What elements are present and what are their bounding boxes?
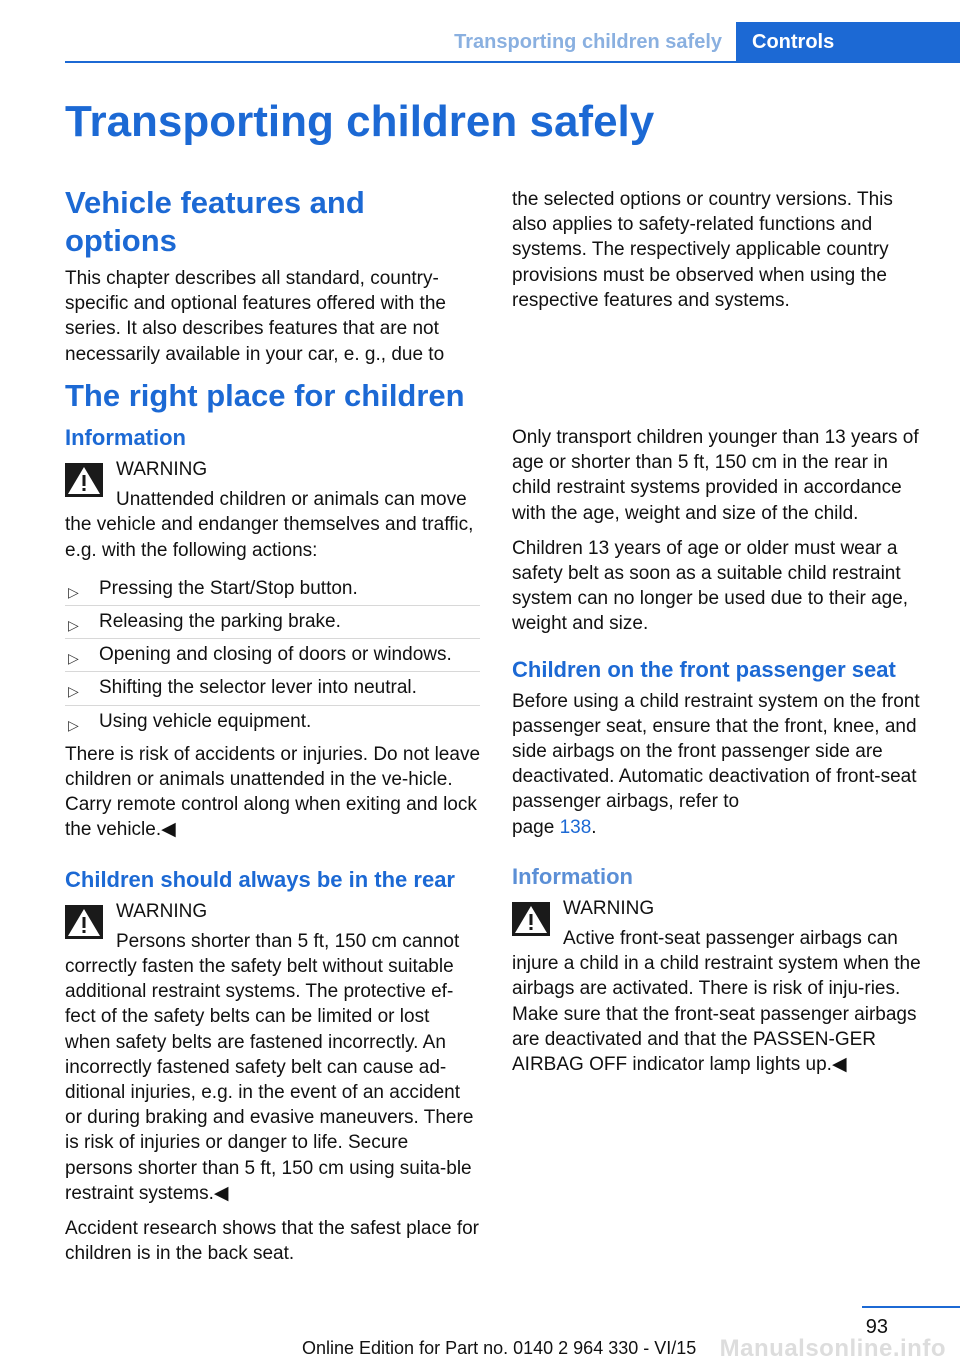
list-item: ▷ Pressing the Start/Stop button.	[65, 573, 480, 605]
vehicle-features-right	[512, 187, 927, 323]
vehicle-features-para-right: the selected options or country versions. This also applies to safety-related functions and systems. The respectively applicable country provisions must be observed when using the respective features and systems.	[512, 189, 893, 311]
info2-heading: Information	[512, 863, 633, 889]
rear-heading: Children should always be in the rear	[65, 866, 455, 892]
header-tab-controls[interactable]: Controls	[736, 22, 960, 63]
list-item: ▷ Using vehicle equipment.	[65, 705, 480, 738]
vehicle-features-heading: Vehicle features and options	[65, 185, 365, 258]
list-item: ▷ Shifting the selector lever into neutral.	[65, 671, 480, 704]
warning-triangle-icon	[65, 905, 103, 939]
header-section-title: Transporting children safely	[454, 31, 722, 53]
rear-after-text: Accident research shows that the safest place for children is in the back seat.	[65, 1218, 479, 1265]
left-column	[65, 423, 480, 1276]
watermark: Manualsonline.info	[719, 1335, 946, 1362]
right-place-heading: The right place for children	[65, 378, 465, 413]
footer-rule	[862, 1306, 960, 1308]
warning-text-airbag: Active front-seat passenger airbags can injure a child in a child restraint system when the airbags are activated. There is risk of inju‐ries. Make sure that the front-seat passenger airbags are deactivated and that the PASSEN‐GER AIRBAG OFF indicator lamp lights up.◀	[512, 928, 921, 1076]
list-item: ▷ Releasing the parking brake.	[65, 605, 480, 638]
right-para-1: Only transport children younger than 13 years of age or shorter than 5 ft, 150 cm in the rear in child restraint systems provided in accordance with the age, weight and size of the child.	[512, 427, 919, 524]
vehicle-features-left	[65, 184, 480, 377]
edition-text: Online Edition for Part no. 0140 2 964 330 - VI/15	[302, 1338, 697, 1358]
vehicle-features-para-left: This chapter describes all standard, country-specific and optional features offered with the series. It also describes features that are not necessarily available in your car, e. g., due to	[65, 268, 446, 365]
warning-label: WARNING	[116, 900, 208, 922]
triangle-bullet-icon: ▷	[68, 617, 79, 634]
warning-label: WARNING	[116, 459, 208, 480]
warning-triangle-icon	[512, 902, 550, 936]
page-number: 93	[865, 1316, 888, 1338]
triangle-bullet-icon: ▷	[68, 583, 79, 600]
front-seat-heading: Children on the front passenger seat	[512, 656, 896, 682]
triangle-bullet-icon: ▷	[68, 650, 79, 667]
right-para-2: Children 13 years of age or older must wear a safety belt as soon as a suitable child restraint system can no longer be used due to their age, weight and size.	[512, 537, 909, 635]
page-title: Transporting children safely	[65, 97, 655, 146]
warning-block-unattended	[65, 457, 480, 563]
warning-triangle-icon	[65, 463, 103, 497]
triangle-bullet-icon: ▷	[68, 716, 79, 733]
page-reference-link[interactable]: 138	[559, 816, 592, 838]
warning-text-rear: Persons shorter than 5 ft, 150 cm cannot correctly fasten the safety belt without suitable additional restraint systems. The protective ef‐fect of the safety belts can be limited or lost when safety belts are fastened incorrectly. An incorrectly fastened safety belt can cause ad‐ditional injuries, e.g. in the event of an accident or during braking and evasive maneuvers. There is risk of injuries or danger to life. Secure persons shorter than 5 ft, 150 cm using suita‐ble restraint systems.◀	[65, 930, 474, 1204]
warning-block-airbag	[512, 896, 927, 1077]
warning-block-rear	[65, 899, 480, 1206]
action-list	[65, 573, 480, 738]
info1-heading: Information	[65, 425, 186, 450]
warning-label: WARNING	[563, 897, 655, 919]
info1-after-text: There is risk of accidents or injuries. Do not leave children or animals unattended in the ve‐hicle. Carry remote control along when exiting and lock the vehicle.◀	[65, 743, 481, 841]
right-column	[512, 425, 927, 1087]
list-item: ▷ Opening and closing of doors or windows.	[65, 638, 480, 671]
front-seat-text: Before using a child restraint system on the front passenger seat, ensure that the front, knee, and side airbags on the front passenger side are deactivated. Automatic deactivation of front-seat passenger airbags, refer to page 138.	[512, 690, 920, 838]
warning-text-unattended: Unattended children or animals can move the vehicle and endanger themselves and traffic, e.g. with the following actions:	[65, 489, 474, 561]
triangle-bullet-icon: ▷	[68, 683, 79, 700]
